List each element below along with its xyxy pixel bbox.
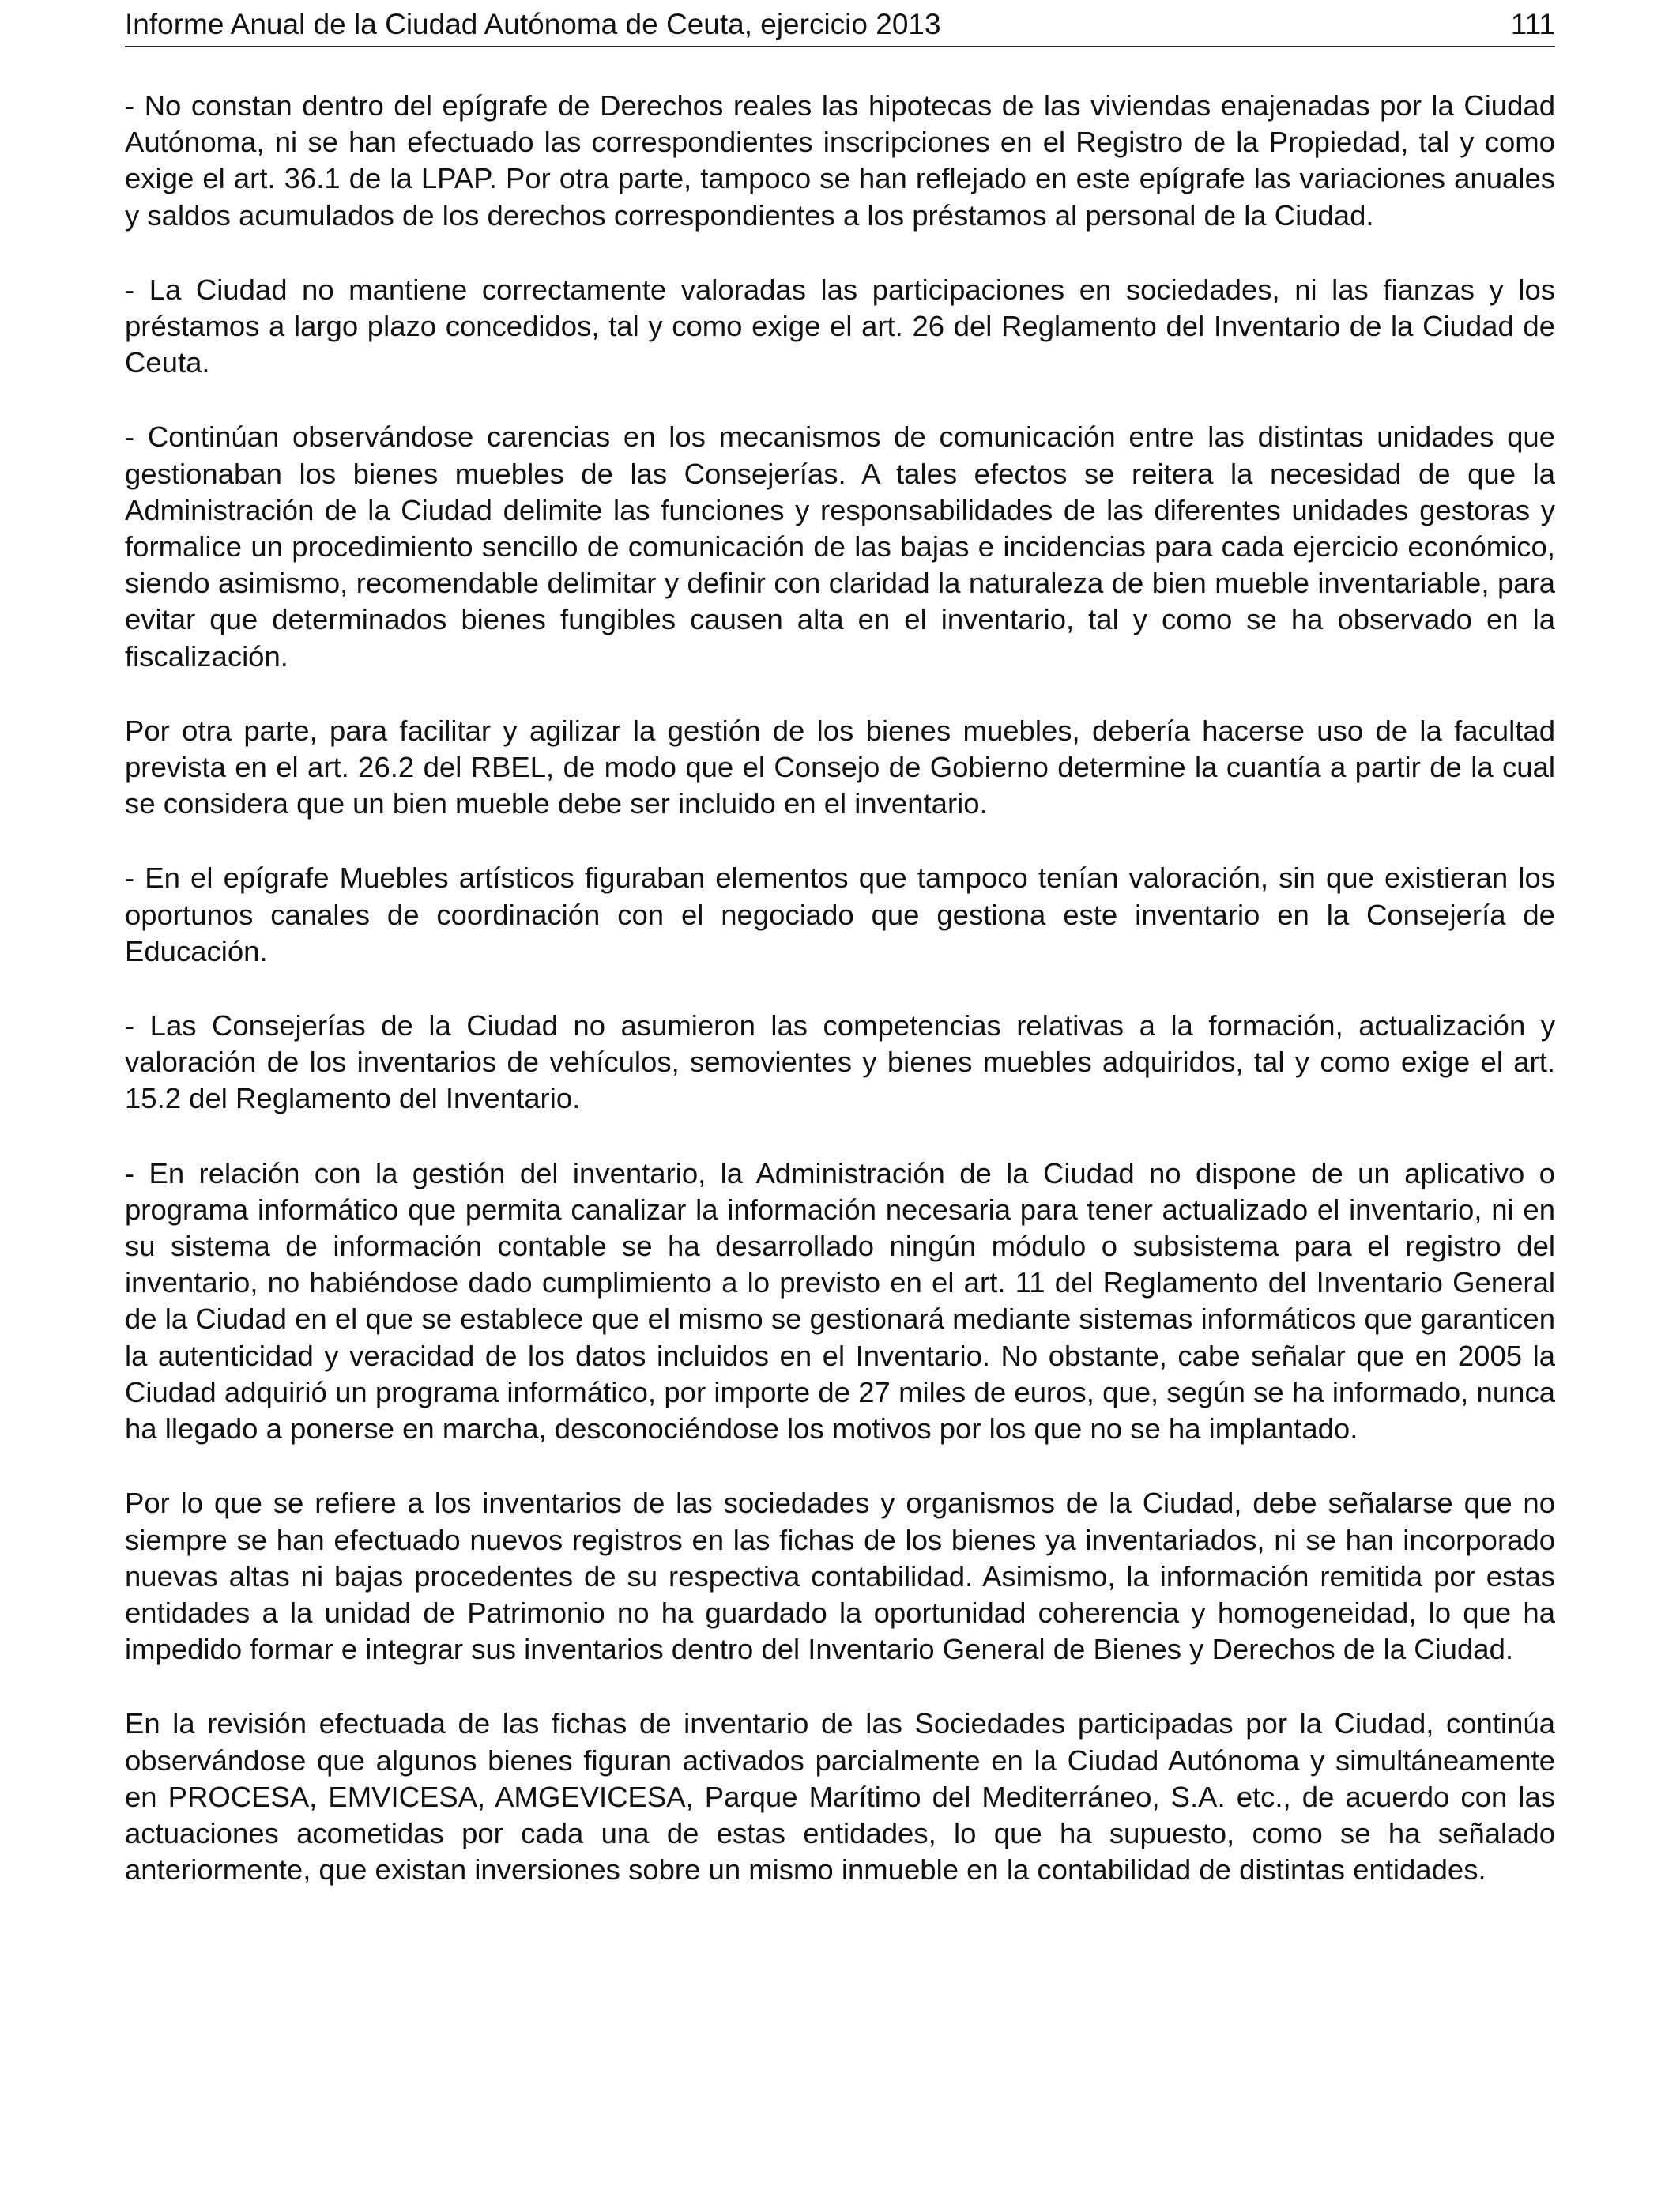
paragraph-participaciones: - La Ciudad no mantiene correctamente valoradas las participaciones en sociedades, ni las fianzas y los préstamos a largo plazo concedidos, tal y como exige el art. 26 del Reglamento del Inventario de la Ciudad de Ceuta.	[125, 273, 1555, 379]
paragraph-gestion-inventario: - En relación con la gestión del inventario, la Administración de la Ciudad no dispone de un aplicativo o programa informático que permita canalizar la información necesaria para tener actualizado el inventario, ni en su sistema de información contable se ha desarrollado ningún módulo o subsistema para el registro del inventario, no habiéndose dado cumplimiento a lo previsto en el art. 11 del Reglamento del Inventario General de la Ciudad en el que se establece que el mismo se gestionará mediante sistemas informáticos que garanticen la autenticidad y veracidad de los datos incluidos en el Inventario. No obstante, cabe señalar que en 2005 la Ciudad adquirió un programa informático, por importe de 27 miles de euros, que, según se ha informado, nunca ha llegado a ponerse en marcha, desconociéndose los motivos por los que no se ha implantado.	[125, 1156, 1555, 1446]
paragraph-inventarios-sociedades: Por lo que se refiere a los inventarios de las sociedades y organismos de la Ciudad, debe señalarse que no siempre se han efectuado nuevos registros en las fichas de los bienes ya inventariados, ni se han incorporado nuevas altas ni bajas procedentes de su respectiva contabilidad. Asimismo, la información remitida por estas entidades a la unidad de Patrimonio no ha guardado la oportunidad coherencia y homogeneidad, lo que ha impedido formar e integrar sus inventarios dentro del Inventario General de Bienes y Derechos de la Ciudad.	[125, 1487, 1555, 1666]
paragraph-carencias-comunicacion: - Continúan observándose carencias en los mecanismos de comunicación entre las distintas unidades que gestionaban los bienes muebles de las Consejerías. A tales efectos se reitera la necesidad de que la Administración de la Ciudad delimite las funciones y responsabilidades de las diferentes unidades gestoras y formalice un procedimiento sencillo de comunicación de las bajas e incidencias para cada ejercicio económico, siendo asimismo, recomendable delimitar y definir con claridad la naturaleza de bien mueble inventariable, para evitar que determinados bienes fungibles causen alta en el inventario, tal y como se ha observado en la fiscalización.	[125, 420, 1555, 673]
header-title: Informe Anual de la Ciudad Autónoma de Ceuta, ejercicio 2013	[125, 8, 941, 40]
document-body	[125, 88, 1555, 1888]
paragraph-consejerias: - Las Consejerías de la Ciudad no asumieron las competencias relativas a la formación, actualización y valoración de los inventarios de vehículos, semovientes y bienes muebles adquiridos, tal y como exige el art. 15.2 del Reglamento del Inventario.	[125, 1009, 1555, 1115]
page-header	[125, 6, 1555, 47]
paragraph-gestion-bienes-muebles: Por otra parte, para facilitar y agilizar la gestión de los bienes muebles, debería hacerse uso de la facultad prevista en el art. 26.2 del RBEL, de modo que el Consejo de Gobierno determine la cuantía a partir de la cual se considera que un bien mueble debe ser incluido en el inventario.	[125, 714, 1555, 820]
paragraph-revision-fichas: En la revisión efectuada de las fichas de inventario de las Sociedades participadas por la Ciudad, continúa observándose que algunos bienes figuran activados parcialmente en la Ciudad Autónoma y simultáneamente en PROCESA, EMVICESA, AMGEVICESA, Parque Marítimo del Mediterráneo, S.A. etc., de acuerdo con las actuaciones acometidas por cada una de estas entidades, lo que ha supuesto, como se ha señalado anteriormente, que existan inversiones sobre un mismo inmueble en la contabilidad de distintas entidades.	[125, 1707, 1555, 1887]
paragraph-muebles-artisticos: - En el epígrafe Muebles artísticos figuraban elementos que tampoco tenían valoración, sin que existieran los oportunos canales de coordinación con el negociado que gestiona este inventario en la Consejería de Educación.	[125, 861, 1555, 967]
page-number: 111	[1510, 8, 1555, 40]
paragraph-hipotecas: - No constan dentro del epígrafe de Derechos reales las hipotecas de las viviendas enajenadas por la Ciudad Autónoma, ni se han efectuado las correspondientes inscripciones en el Registro de la Propiedad, tal y como exige el art. 36.1 de la LPAP. Por otra parte, tampoco se han reflejado en este epígrafe las variaciones anuales y saldos acumulados de los derechos correspondientes a los préstamos al personal de la Ciudad.	[125, 89, 1555, 232]
